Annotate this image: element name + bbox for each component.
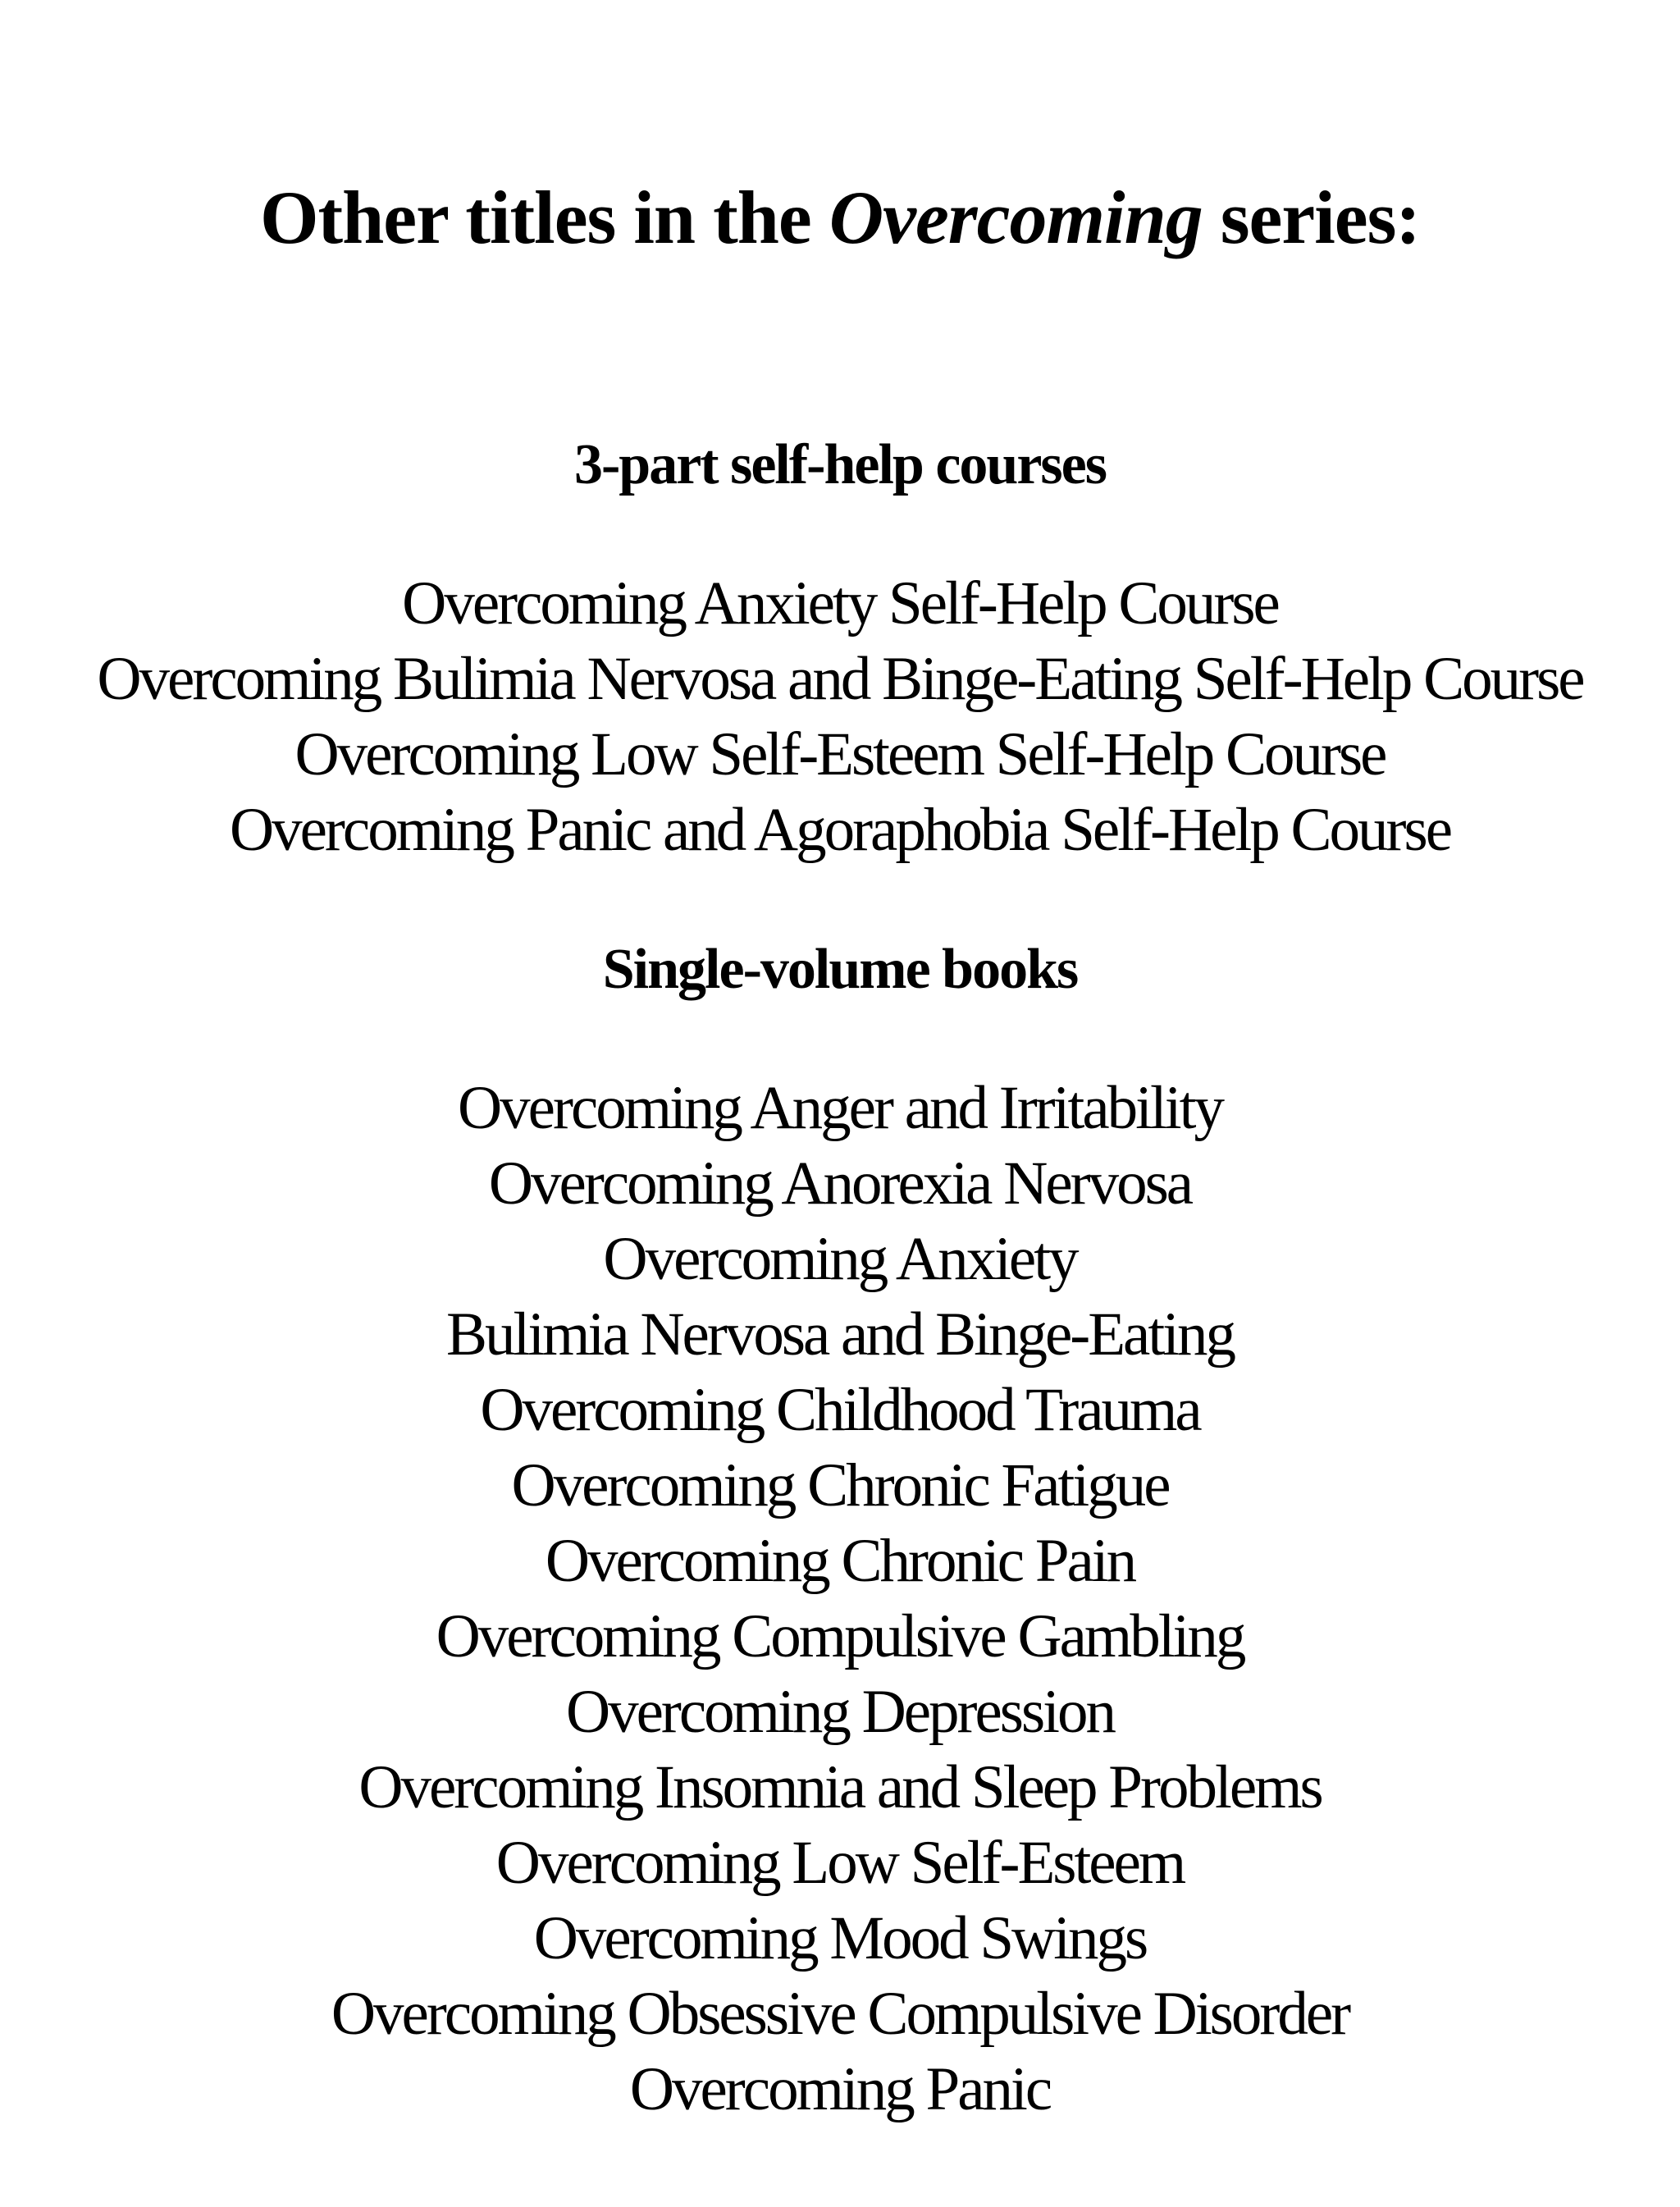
- list-item: Overcoming Depression: [565, 1678, 1115, 1746]
- section-heading-courses: 3-part self-help courses: [573, 433, 1106, 496]
- list-item: Overcoming Obsessive Compulsive Disorder: [331, 1980, 1349, 2048]
- list-item: Overcoming Low Self-Esteem: [495, 1829, 1185, 1897]
- list-item: Overcoming Panic: [629, 2055, 1051, 2123]
- list-item: Overcoming Bulimia Nervosa and Binge-Eating Self-Help Course: [97, 645, 1583, 713]
- title-suffix: series:: [1202, 176, 1421, 259]
- list-item: Overcoming Anorexia Nervosa: [488, 1149, 1192, 1218]
- list-item: Overcoming Chronic Fatigue: [511, 1451, 1169, 1519]
- books-list: [0, 1071, 1680, 2127]
- list-item: Overcoming Anxiety Self-Help Course: [402, 569, 1278, 637]
- list-item: Overcoming Anxiety: [603, 1225, 1077, 1293]
- list-item: Overcoming Low Self-Esteem Self-Help Course: [294, 720, 1386, 788]
- list-item: Overcoming Chronic Pain: [545, 1527, 1135, 1595]
- list-item: Overcoming Panic and Agoraphobia Self-Help Course: [229, 796, 1451, 864]
- list-item: Overcoming Childhood Trauma: [480, 1376, 1200, 1444]
- page-title: [0, 172, 1680, 263]
- courses-list: [0, 566, 1680, 868]
- list-item: Overcoming Anger and Irritability: [458, 1074, 1222, 1142]
- list-item: Bulimia Nervosa and Binge-Eating: [445, 1300, 1234, 1369]
- list-item: Overcoming Mood Swings: [533, 1904, 1147, 1972]
- title-series-name: Overcoming: [829, 176, 1203, 259]
- list-item: Overcoming Insomnia and Sleep Problems: [358, 1753, 1322, 1821]
- list-item: Overcoming Compulsive Gambling: [436, 1602, 1244, 1670]
- title-prefix: Other titles in the: [259, 176, 829, 259]
- section-heading-books: Single-volume books: [602, 938, 1078, 1001]
